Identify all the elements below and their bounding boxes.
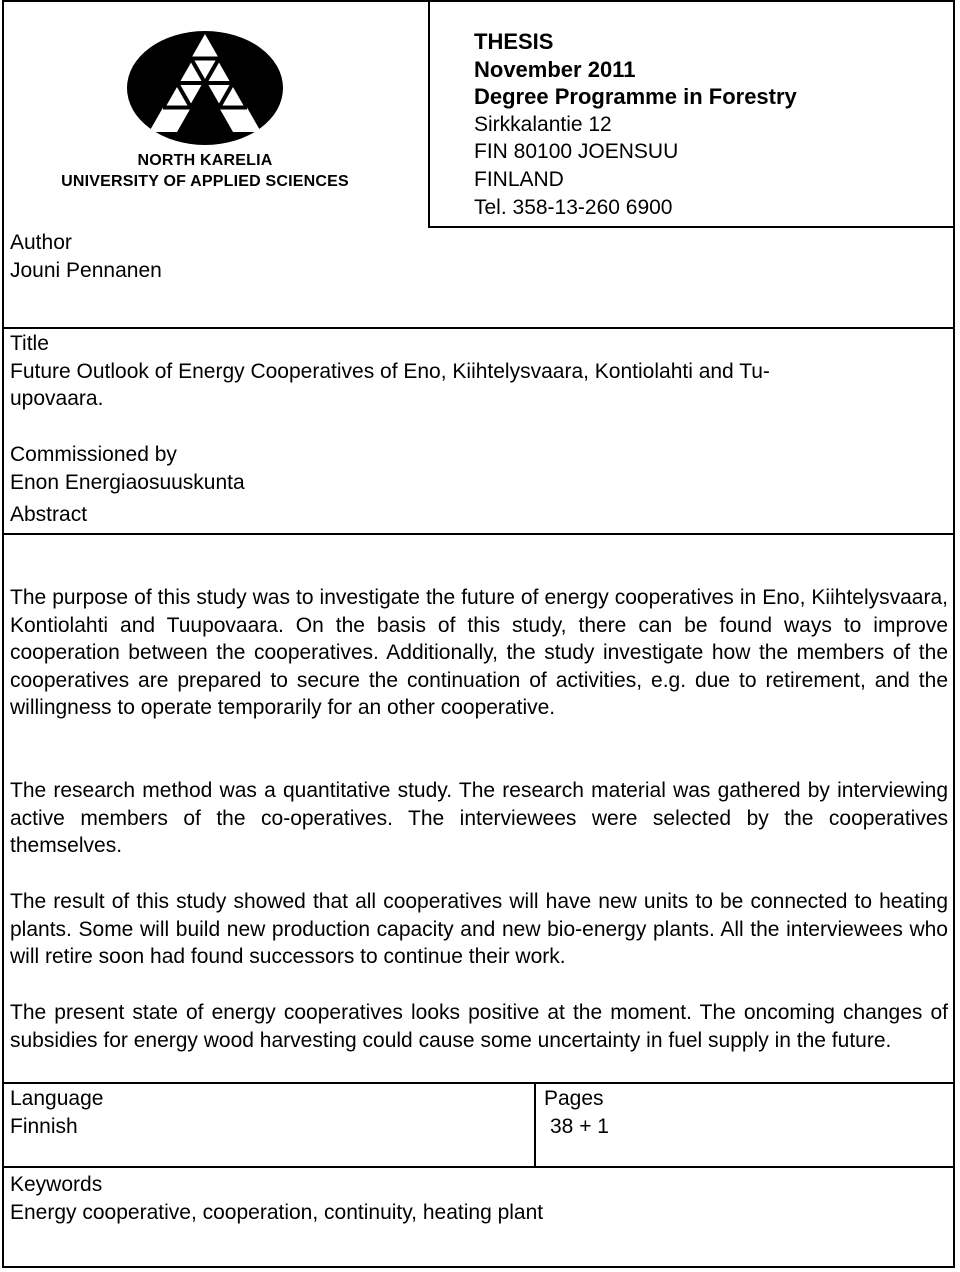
author-label: Author xyxy=(10,231,72,254)
title-line-1: Future Outlook of Energy Cooperatives of Eno, Kiihtelysvaara, Kontiolahti and Tu- xyxy=(10,359,770,383)
keywords-section xyxy=(10,1171,543,1226)
language-label: Language xyxy=(10,1087,104,1110)
abstract-label: Abstract xyxy=(10,503,88,526)
keywords-value: Energy cooperative, cooperation, continuity, heating plant xyxy=(10,1200,544,1224)
commissioned-section xyxy=(10,441,245,496)
document-type: THESIS xyxy=(474,29,554,54)
university-logo xyxy=(40,28,370,198)
header-divider-horizontal xyxy=(428,226,955,228)
pages-value: 38 + 1 xyxy=(550,1114,609,1138)
abstract-paragraph-4: The present state of energy cooperatives looks positive at the moment. The oncoming changes of subsidies for energy wood harvesting could cause some uncertainty in fuel supply in the future. xyxy=(10,1001,948,1052)
commissioned-value: Enon Energiaosuuskunta xyxy=(10,470,245,494)
telephone: Tel. 358-13-260 6900 xyxy=(474,195,673,219)
abstract-paragraph-1: The purpose of this study was to investigate the future of energy cooperatives in Eno, Kiihtelysvaara, Kontiolahti and Tuupovaara. On the basis of this study, there can be found ways to improve cooperation between the cooperatives. Additionally, the study investigate how the members of the cooperatives are prepared to secure the continuation of activities, e.g. due to retirement, and the willingness to operate temporarily for an other cooperative. xyxy=(10,586,948,720)
degree-programme: Degree Programme in Forestry xyxy=(474,84,797,110)
language-pages-divider xyxy=(534,1082,536,1168)
header-divider-vertical xyxy=(428,0,430,228)
logo-line-1: NORTH KARELIA xyxy=(137,152,273,169)
abstract-divider xyxy=(2,533,955,535)
author-divider xyxy=(2,327,955,329)
commissioned-label: Commissioned by xyxy=(10,443,177,466)
thesis-header xyxy=(474,28,797,221)
address-country: FINLAND xyxy=(474,167,564,191)
author-name: Jouni Pennanen xyxy=(10,258,162,282)
title-section xyxy=(10,330,770,413)
author-section xyxy=(10,229,162,284)
keywords-label: Keywords xyxy=(10,1173,103,1196)
address-street: Sirkkalantie 12 xyxy=(474,112,612,136)
title-line-2: upovaara. xyxy=(10,387,104,410)
keywords-divider xyxy=(2,1166,955,1168)
pages-section xyxy=(544,1085,609,1140)
language-value: Finnish xyxy=(10,1114,78,1138)
language-section xyxy=(10,1085,103,1140)
document-date: November 2011 xyxy=(474,56,636,82)
abstract-paragraph-3: The result of this study showed that all cooperatives will have new units to be connected to heating plants. Some will build new production capacity and new bio-energy plants. All the interviewees who will retire soon had found successors to continue their work. xyxy=(10,890,948,969)
logo-line-2: UNIVERSITY OF APPLIED SCIENCES xyxy=(61,173,349,190)
triangle-logo-icon xyxy=(125,28,285,148)
abstract-paragraph-2: The research method was a quantitative study. The research material was gathered by interviewing active members of the co-operatives. The interviewees were selected by the cooperatives themselves. xyxy=(10,779,948,858)
address-city: FIN 80100 JOENSUU xyxy=(474,140,679,164)
title-label: Title xyxy=(10,332,49,355)
pages-label: Pages xyxy=(544,1087,604,1110)
footer-divider xyxy=(2,1082,955,1084)
